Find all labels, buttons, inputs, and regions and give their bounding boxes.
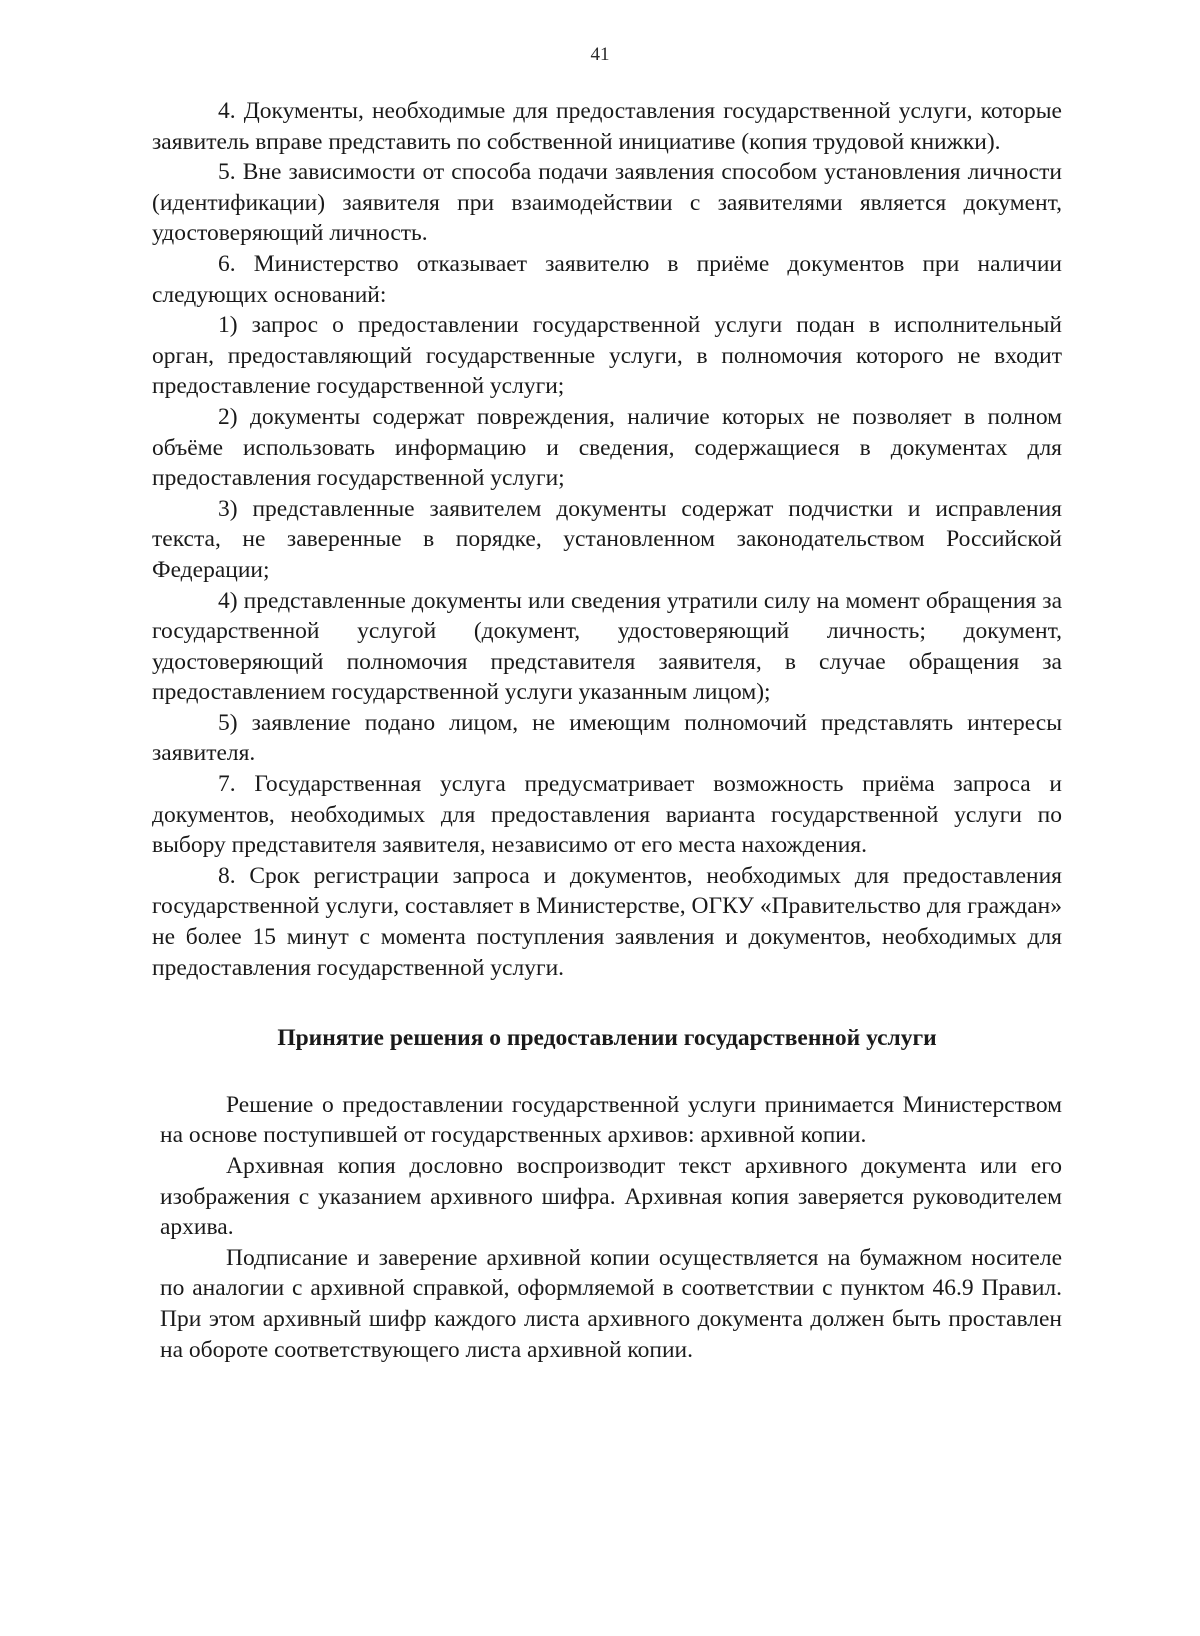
document-body	[152, 96, 1062, 1365]
page-number: 41	[590, 44, 610, 65]
section-body	[152, 1090, 1062, 1365]
paragraph-7: 7. Государственная услуга предусматривает возможность приёма запроса и документов, необходимых для предоставления варианта государственной услуги по выбору представителя заявителя, независимо от его места нахождения.	[152, 771, 1062, 859]
section-paragraph-3: Подписание и заверение архивной копии осуществляется на бумажном носителе по аналогии с архивной справкой, оформляемой в соответствии с пунктом 46.9 Правил. При этом архивный шифр каждого листа архивного документа должен быть проставлен на обороте соответствующего листа архивной копии.	[160, 1244, 1062, 1363]
paragraph-6: 6. Министерство отказывает заявителю в приёме документов при наличии следующих оснований:	[152, 250, 1062, 308]
list-item-1: 1) запрос о предоставлении государственной услуги подан в исполнительный орган, предоставляющий государственные услуги, в полномочия которого не входит предоставление государственной услуги;	[152, 312, 1062, 400]
list-item-2: 2) документы содержат повреждения, наличие которых не позволяет в полном объёме использовать информацию и сведения, содержащиеся в документах для предоставления государственной услуги;	[152, 403, 1062, 492]
paragraph-4: 4. Документы, необходимые для предоставления государственной услуги, которые заявитель вправе представить по собственной инициативе (копия трудовой книжки).	[152, 98, 1062, 155]
section-paragraph-2: Архивная копия дословно воспроизводит текст архивного документа или его изображения с указанием архивного шифра. Архивная копия заверяется руководителем архива.	[160, 1153, 1062, 1241]
list-item-4: 4) представленные документы или сведения утратили силу на момент обращения за государственной услугой (документ, удостоверяющий личность; документ, удостоверяющий полномочия представителя заявителя, в случае обращения за предоставлением государственной услуги указанным лицом);	[152, 587, 1062, 706]
paragraph-8: 8. Срок регистрации запроса и документов, необходимых для предоставления государственной услуги, составляет в Министерстве, ОГКУ «Правительство для граждан» не более 15 минут с момента поступления заявления и документов, необходимых для предоставления государственной услуги.	[152, 862, 1062, 981]
paragraph-5: 5. Вне зависимости от способа подачи заявления способом установления личности (идентификации) заявителя при взаимодействии с заявителями является документ, удостоверяющий личность.	[152, 159, 1062, 247]
list-item-3: 3) представленные заявителем документы содержат подчистки и исправления текста, не заверенные в порядке, установленном законодательством Российской Федерации;	[152, 495, 1062, 583]
section-paragraph-1: Решение о предоставлении государственной услуги принимается Министерством на основе поступившей от государственных архивов: архивной копии.	[160, 1091, 1062, 1149]
list-item-5: 5) заявление подано лицом, не имеющим полномочий представлять интересы заявителя.	[152, 709, 1062, 767]
section-title: Принятие решения о предоставлении государственной услуги	[277, 1025, 937, 1052]
